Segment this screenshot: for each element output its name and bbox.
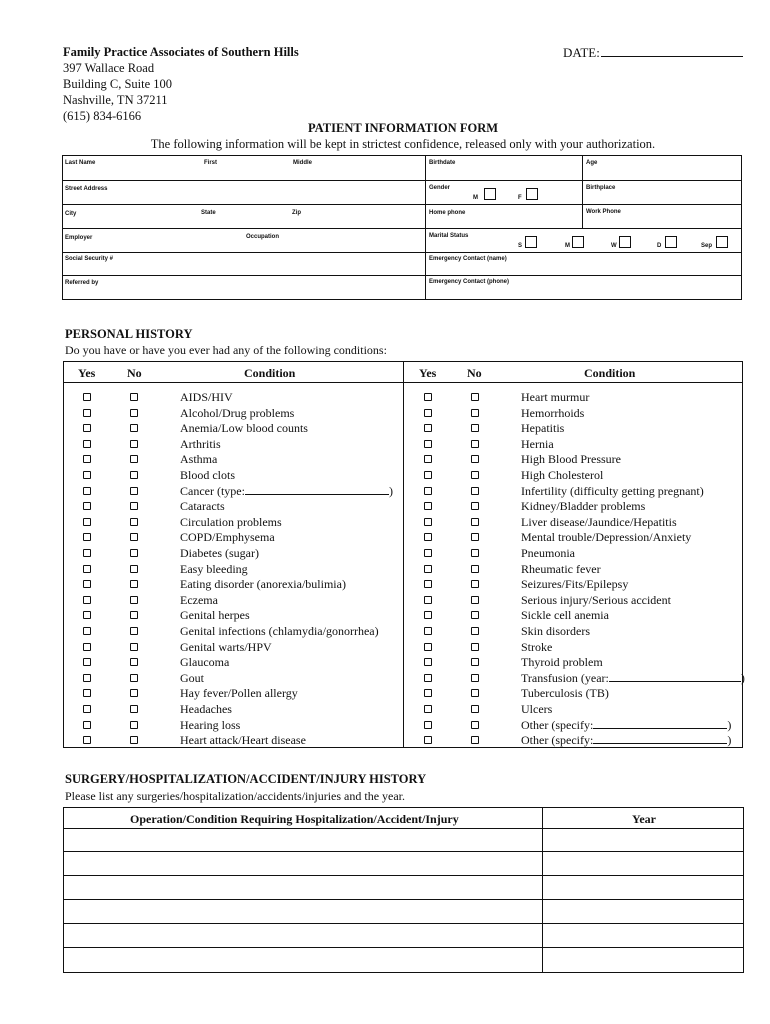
condition-item — [180, 655, 229, 671]
yes-checkbox[interactable] — [83, 487, 91, 495]
yes-checkbox[interactable] — [424, 549, 432, 557]
condition-item — [180, 593, 218, 609]
condition-label: Other (specify: — [521, 733, 594, 748]
no-checkbox[interactable] — [130, 721, 138, 729]
condition-label: Other (specify: — [521, 717, 594, 732]
condition-label: Blood clots — [180, 468, 236, 482]
no-checkbox[interactable] — [130, 643, 138, 651]
no-checkbox[interactable] — [471, 471, 479, 479]
no-checkbox[interactable] — [471, 705, 479, 713]
no-checkbox[interactable] — [471, 736, 479, 744]
condition-item — [180, 484, 393, 500]
condition-label: Hepatitis — [521, 421, 565, 436]
condition-specify-line[interactable] — [593, 718, 727, 729]
condition-label: Asthma — [180, 452, 218, 467]
yes-checkbox[interactable] — [83, 580, 91, 588]
condition-item — [521, 577, 628, 593]
condition-item — [521, 640, 552, 656]
condition-label: Arthritis — [180, 436, 221, 451]
work-phone-label: Work Phone — [586, 209, 621, 215]
condition-item — [180, 515, 282, 531]
no-checkbox[interactable] — [471, 674, 479, 682]
condition-item — [521, 437, 554, 453]
condition-label: Rheumatic fever — [521, 561, 601, 576]
condition-label: Cancer (type: — [180, 483, 245, 498]
condition-item — [521, 593, 671, 609]
condition-item — [521, 686, 609, 702]
personal-history-title: PERSONAL HISTORY — [65, 327, 193, 341]
condition-label: Genital warts/HPV — [180, 639, 272, 654]
date-field — [563, 44, 743, 61]
yes-checkbox[interactable] — [424, 424, 432, 432]
yes-checkbox[interactable] — [424, 643, 432, 651]
condition-label: Hearing loss — [180, 717, 241, 732]
yes-checkbox[interactable] — [424, 611, 432, 619]
condition-item — [180, 577, 346, 593]
personal-history-question: Do you have or have you ever had any of the following conditions: — [65, 343, 387, 357]
condition-item — [180, 468, 235, 484]
yes-checkbox[interactable] — [424, 440, 432, 448]
condition-label: Kidney/Bladder problems — [521, 499, 646, 514]
condition-specify-line[interactable] — [593, 733, 727, 744]
last-name-label: Last Name — [65, 160, 96, 166]
condition-item — [180, 406, 294, 422]
zip-label: Zip — [292, 210, 301, 216]
no-checkbox[interactable] — [471, 487, 479, 495]
yes-checkbox[interactable] — [424, 721, 432, 729]
condition-label: AIDS/HIV — [180, 390, 233, 404]
condition-item — [521, 452, 621, 468]
marital-m-checkbox[interactable] — [572, 236, 584, 248]
gender-f-label: F — [518, 195, 522, 201]
referred-by-label: Referred by — [65, 280, 99, 286]
condition-specify-line[interactable] — [245, 484, 389, 495]
condition-label: Genital infections (chlamydia/gonorrhea) — [180, 624, 379, 638]
city-label: City — [65, 211, 77, 217]
condition-label: Stroke — [521, 639, 553, 654]
no-checkbox[interactable] — [130, 596, 138, 604]
no-checkbox[interactable] — [130, 440, 138, 448]
marital-d-checkbox[interactable] — [665, 236, 677, 248]
marital-d-label: D — [657, 243, 662, 249]
condition-item — [180, 718, 240, 734]
close-paren: ) — [727, 717, 732, 732]
yes-checkbox[interactable] — [424, 627, 432, 635]
yes-checkbox[interactable] — [424, 502, 432, 510]
condition-label: Heart murmur — [521, 390, 590, 404]
yes-checkbox[interactable] — [83, 393, 91, 401]
practice-city: Nashville, TN 37211 — [63, 93, 168, 107]
home-phone-label: Home phone — [429, 210, 466, 216]
condition-label: Genital herpes — [180, 608, 250, 623]
yes-checkbox[interactable] — [83, 643, 91, 651]
surgery-table — [63, 807, 744, 973]
no-checkbox[interactable] — [471, 549, 479, 557]
patient-info-grid — [62, 155, 742, 300]
condition-item — [180, 562, 248, 578]
condition-item — [521, 608, 609, 624]
no-checkbox[interactable] — [471, 455, 479, 463]
yes-checkbox[interactable] — [83, 658, 91, 666]
no-header-left: No — [127, 366, 142, 380]
yes-checkbox[interactable] — [424, 393, 432, 401]
condition-label: Heart attack/Heart disease — [180, 733, 306, 748]
no-checkbox[interactable] — [471, 721, 479, 729]
practice-info — [63, 44, 299, 124]
condition-label: Glaucoma — [180, 655, 230, 670]
no-checkbox[interactable] — [130, 580, 138, 588]
gender-m-label: M — [473, 195, 478, 201]
condition-label: Tuberculosis (TB) — [521, 686, 609, 701]
no-checkbox[interactable] — [471, 611, 479, 619]
condition-item — [180, 390, 233, 406]
yes-checkbox[interactable] — [83, 674, 91, 682]
condition-label: Thyroid problem — [521, 655, 603, 670]
practice-address-1: 397 Wallace Road — [63, 61, 155, 75]
condition-item — [521, 421, 564, 437]
yes-checkbox[interactable] — [424, 689, 432, 697]
condition-label: Ulcers — [521, 702, 553, 716]
yes-checkbox[interactable] — [83, 533, 91, 541]
condition-label: Anemia/Low blood counts — [180, 421, 308, 436]
no-checkbox[interactable] — [471, 596, 479, 604]
condition-label: Transfusion (year: — [521, 670, 609, 685]
condition-label: Eating disorder (anorexia/bulimia) — [180, 577, 346, 592]
gender-f-checkbox[interactable] — [526, 188, 538, 200]
emergency-name-label: Emergency Contact (name) — [429, 256, 507, 262]
yes-checkbox[interactable] — [83, 455, 91, 463]
condition-item — [521, 484, 704, 500]
yes-checkbox[interactable] — [424, 487, 432, 495]
yes-checkbox[interactable] — [83, 565, 91, 573]
occupation-label: Occupation — [246, 234, 280, 240]
no-checkbox[interactable] — [130, 611, 138, 619]
condition-item — [521, 515, 677, 531]
surgery-row-line — [64, 851, 743, 852]
condition-label: Headaches — [180, 702, 232, 716]
yes-checkbox[interactable] — [424, 705, 432, 713]
condition-label: Alcohol/Drug problems — [180, 405, 295, 420]
condition-item — [521, 702, 552, 718]
condition-item — [521, 530, 691, 546]
surgery-history-title: SURGERY/HOSPITALIZATION/ACCIDENT/INJURY HISTORY — [65, 772, 427, 786]
close-paren: ) — [388, 483, 393, 498]
yes-checkbox[interactable] — [83, 471, 91, 479]
condition-label: Hay fever/Pollen allergy — [180, 686, 298, 701]
no-checkbox[interactable] — [471, 658, 479, 666]
birthdate-label: Birthdate — [429, 160, 456, 166]
surgery-row-line — [64, 923, 743, 924]
yes-checkbox[interactable] — [424, 736, 432, 744]
yes-checkbox[interactable] — [424, 455, 432, 463]
no-checkbox[interactable] — [471, 689, 479, 697]
condition-item — [180, 686, 298, 702]
surgery-row-line — [64, 875, 743, 876]
yes-checkbox[interactable] — [424, 518, 432, 526]
state-label: State — [201, 210, 216, 216]
marital-s-checkbox[interactable] — [525, 236, 537, 248]
gender-label: Gender — [429, 185, 451, 191]
no-checkbox[interactable] — [130, 674, 138, 682]
condition-item — [180, 421, 308, 437]
marital-w-label: W — [611, 243, 617, 249]
condition-label: High Blood Pressure — [521, 452, 621, 467]
marital-sep-label: Sep — [701, 243, 713, 249]
practice-address-2: Building C, Suite 100 — [63, 77, 173, 91]
practice-phone: (615) 834-6166 — [63, 109, 142, 123]
condition-item — [180, 733, 306, 749]
no-checkbox[interactable] — [130, 565, 138, 573]
no-checkbox[interactable] — [471, 533, 479, 541]
condition-item — [180, 530, 275, 546]
form-title: PATIENT INFORMATION FORM — [307, 121, 499, 135]
condition-label: Pneumonia — [521, 546, 575, 560]
no-checkbox[interactable] — [130, 455, 138, 463]
yes-checkbox[interactable] — [83, 596, 91, 604]
no-checkbox[interactable] — [471, 580, 479, 588]
no-checkbox[interactable] — [130, 705, 138, 713]
no-checkbox[interactable] — [130, 471, 138, 479]
no-checkbox[interactable] — [471, 409, 479, 417]
condition-item — [521, 718, 731, 734]
no-checkbox[interactable] — [471, 627, 479, 635]
yes-header-right: Yes — [419, 366, 437, 380]
condition-label: High Cholesterol — [521, 468, 604, 482]
no-checkbox[interactable] — [471, 393, 479, 401]
condition-item — [521, 468, 603, 484]
first-name-label: First — [204, 160, 218, 166]
employer-label: Employer — [65, 235, 93, 241]
no-checkbox[interactable] — [130, 658, 138, 666]
condition-item — [180, 437, 221, 453]
no-checkbox[interactable] — [130, 393, 138, 401]
condition-item — [180, 624, 379, 640]
condition-label: Hernia — [521, 436, 554, 451]
close-paren: ) — [727, 733, 732, 748]
condition-item — [180, 640, 272, 656]
condition-label: Cataracts — [180, 499, 225, 514]
street-address-label: Street Address — [65, 186, 108, 192]
condition-label: Sickle cell anemia — [521, 608, 609, 623]
yes-checkbox[interactable] — [424, 533, 432, 541]
condition-header-right: Condition — [584, 366, 636, 380]
marital-w-checkbox[interactable] — [619, 236, 631, 248]
condition-item — [521, 624, 590, 640]
ssn-label: Social Security # — [65, 256, 114, 262]
yes-checkbox[interactable] — [83, 705, 91, 713]
condition-item — [521, 499, 645, 515]
no-checkbox[interactable] — [130, 689, 138, 697]
yes-checkbox[interactable] — [424, 565, 432, 573]
condition-label: Diabetes (sugar) — [180, 546, 259, 560]
year-header: Year — [632, 812, 656, 826]
condition-item — [521, 390, 589, 406]
condition-specify-line[interactable] — [609, 671, 741, 682]
surgery-row-line — [64, 947, 743, 948]
no-header-right: No — [467, 366, 482, 380]
middle-name-label: Middle — [293, 160, 312, 166]
condition-label: Serious injury/Serious accident — [521, 592, 671, 607]
condition-item — [521, 406, 584, 422]
yes-checkbox[interactable] — [83, 502, 91, 510]
condition-label: Liver disease/Jaundice/Hepatitis — [521, 514, 677, 529]
no-checkbox[interactable] — [130, 627, 138, 635]
conditions-table — [63, 361, 743, 748]
no-checkbox[interactable] — [130, 424, 138, 432]
surgery-row-line — [64, 899, 743, 900]
yes-header-left: Yes — [78, 366, 96, 380]
condition-item — [180, 546, 259, 562]
condition-label: Infertility (difficulty getting pregnant) — [521, 483, 704, 498]
no-checkbox[interactable] — [471, 440, 479, 448]
condition-label: Gout — [180, 670, 204, 685]
condition-label: Hemorrhoids — [521, 405, 585, 420]
no-checkbox[interactable] — [471, 643, 479, 651]
yes-checkbox[interactable] — [424, 409, 432, 417]
condition-item — [180, 702, 232, 718]
no-checkbox[interactable] — [471, 424, 479, 432]
yes-checkbox[interactable] — [83, 549, 91, 557]
condition-item — [180, 499, 225, 515]
yes-checkbox[interactable] — [424, 658, 432, 666]
no-checkbox[interactable] — [471, 518, 479, 526]
yes-checkbox[interactable] — [83, 440, 91, 448]
gender-m-checkbox[interactable] — [484, 188, 496, 200]
condition-item — [521, 671, 745, 687]
date-input-line[interactable] — [601, 44, 743, 57]
condition-label: Skin disorders — [521, 624, 590, 638]
form-subtitle: The following information will be kept in strictest confidence, released only with your authorization. — [150, 137, 656, 151]
info-divider-right — [582, 156, 583, 228]
marital-status-label: Marital Status — [429, 233, 469, 239]
yes-checkbox[interactable] — [424, 674, 432, 682]
condition-label: Mental trouble/Depression/Anxiety — [521, 530, 692, 545]
birthplace-label: Birthplace — [586, 185, 616, 191]
condition-label: Eczema — [180, 592, 218, 607]
condition-item — [521, 733, 731, 749]
yes-checkbox[interactable] — [83, 409, 91, 417]
condition-item — [180, 452, 217, 468]
yes-checkbox[interactable] — [83, 424, 91, 432]
condition-label: Circulation problems — [180, 514, 282, 529]
yes-checkbox[interactable] — [424, 596, 432, 604]
marital-sep-checkbox[interactable] — [716, 236, 728, 248]
no-checkbox[interactable] — [130, 487, 138, 495]
no-checkbox[interactable] — [471, 565, 479, 573]
condition-item — [521, 655, 603, 671]
no-checkbox[interactable] — [130, 409, 138, 417]
no-checkbox[interactable] — [471, 502, 479, 510]
emergency-phone-label: Emergency Contact (phone) — [429, 279, 510, 285]
condition-item — [521, 546, 575, 562]
no-checkbox[interactable] — [130, 549, 138, 557]
surgery-history-subtitle: Please list any surgeries/hospitalization/accidents/injuries and the year. — [65, 789, 406, 803]
condition-label: COPD/Emphysema — [180, 530, 275, 545]
yes-checkbox[interactable] — [424, 580, 432, 588]
condition-label: Easy bleeding — [180, 561, 248, 576]
condition-header-left: Condition — [244, 366, 296, 380]
yes-checkbox[interactable] — [424, 471, 432, 479]
operation-header: Operation/Condition Requiring Hospitalization/Accident/Injury — [130, 812, 459, 826]
yes-checkbox[interactable] — [83, 689, 91, 697]
age-label: Age — [586, 160, 598, 166]
no-checkbox[interactable] — [130, 502, 138, 510]
no-checkbox[interactable] — [130, 736, 138, 744]
condition-item — [180, 608, 250, 624]
yes-checkbox[interactable] — [83, 611, 91, 619]
no-checkbox[interactable] — [130, 533, 138, 541]
close-paren: ) — [740, 670, 745, 685]
condition-label: Seizures/Fits/Epilepsy — [521, 577, 629, 592]
yes-checkbox[interactable] — [83, 736, 91, 744]
marital-m-label: M — [565, 243, 570, 249]
no-checkbox[interactable] — [130, 518, 138, 526]
date-label: DATE: — [563, 45, 600, 60]
yes-checkbox[interactable] — [83, 518, 91, 526]
yes-checkbox[interactable] — [83, 721, 91, 729]
marital-s-label: S — [518, 243, 523, 249]
practice-name: Family Practice Associates of Southern Hills — [63, 45, 299, 59]
yes-checkbox[interactable] — [83, 627, 91, 635]
condition-item — [180, 671, 204, 687]
condition-item — [521, 562, 601, 578]
